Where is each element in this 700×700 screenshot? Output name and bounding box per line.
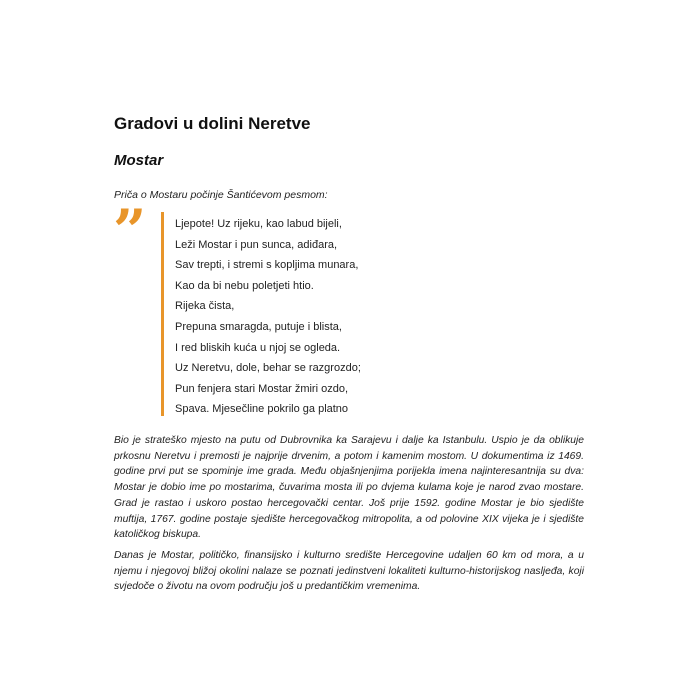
poem-line: Ljepote! Uz rijeku, kao labud bijeli, [175, 218, 342, 230]
poem-line: Pun fenjera stari Mostar žmiri ozdo, [175, 382, 349, 395]
intro-line: Priča o Mostaru počinje Šantićevom pesmom: [114, 189, 328, 201]
poem-line: Kao da bi nebu poletjeti htio. [175, 279, 314, 292]
section-subheading: Mostar [114, 152, 164, 169]
page-heading: Gradovi u dolini Neretve [114, 114, 311, 133]
quote-bar [161, 212, 164, 416]
poem-line: Spava. Mjesečline pokrilo ga platno [175, 403, 349, 416]
body-text [114, 433, 584, 600]
poem-line: Prepuna smaragda, putuje i blista, [175, 320, 342, 333]
paragraph-history: Bio je strateško mjesto na putu od Dubrovnika ka Sarajevu i dalje ka Istanbulu. Uspio je da oblikuje prkosnu Neretvu i premosti je najprije drvenim, a potom i kamenim mostom. U dokumentima iz 1469. godine prvi put se spominje ime grada. Među objašnjenjima porijekla imena najinteresantnija su dva: Mostar je dobio ime po mostarima, čuvarima mosta ili po dvjema kulama koje je narod zvao mostare. Grad je rastao i uskoro postao hercegovački centar. Još prije 1592. godine Mostar je bio sjedište muftija, 1767. godine postaje sjedište hercegovačkog mitropolita, a od polovine XIX vijeka je i sjedište katoličkog biskupa. [114, 435, 584, 541]
poem-line: Sav trepti, i stremi s kopljima munara, [175, 259, 359, 272]
poem-line: Leži Mostar i pun sunca, adiđara, [175, 238, 338, 251]
poem-block [175, 214, 361, 420]
poem-line: Rijeka čista, [175, 300, 235, 313]
poem-line: I red bliskih kuća u njoj se ogleda. [175, 341, 341, 354]
poem-line: Uz Neretvu, dole, behar se razgrozdo; [175, 362, 361, 375]
quote-mark-icon: ” [113, 197, 147, 265]
paragraph-today: Danas je Mostar, političko, finansijsko i kulturno središte Hercegovine udaljen 60 km od mora, a u njemu i njegovoj bližoj okolini nalaze se poznati jedinstveni lokaliteti kulturno-historijskog nasljeđa, koji svjedoče o životu na ovom području još u predantičkim vremenima. [114, 549, 584, 593]
